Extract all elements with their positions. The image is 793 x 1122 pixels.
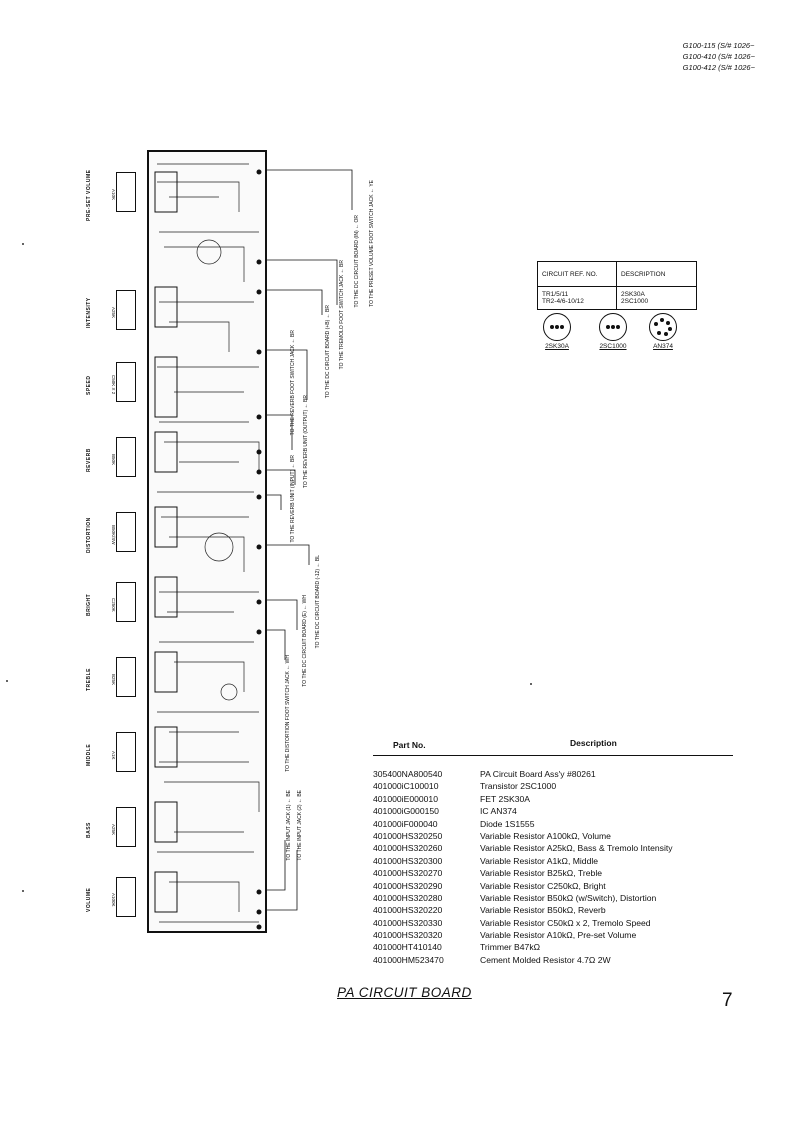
pot-body	[116, 807, 136, 847]
package-2sk30a	[537, 313, 577, 350]
part-description: Trimmer B47kΩ	[480, 942, 541, 953]
potentiometer-column	[86, 150, 148, 933]
connection-label: TO THE DC CIRCUIT BOARD (E) ← WH	[302, 595, 308, 687]
connection-label: TO THE DC CIRCUIT BOARD (+B) ← BR	[325, 305, 331, 399]
part-number: 401000iG000150	[373, 806, 439, 817]
package-name: AN374	[653, 343, 673, 350]
part-number: 401000HS320330	[373, 917, 443, 928]
pot-body	[116, 657, 136, 697]
part-description: Variable Resistor A10kΩ, Pre-set Volume	[480, 930, 637, 941]
part-description: Variable Resistor A100kΩ, Volume	[480, 830, 611, 841]
part-description: Variable Resistor C250kΩ, Bright	[480, 880, 606, 891]
part-number: 401000iF000040	[373, 818, 438, 829]
pot-label: INTENSITY	[86, 297, 92, 329]
header-part-no: Part No.	[393, 740, 426, 750]
table-cell-refs: TR1/5/11 TR2-4/6-10/12	[538, 287, 617, 310]
pot-body	[116, 877, 136, 917]
pot-intensity	[86, 278, 148, 348]
part-number: 401000HS320320	[373, 930, 443, 941]
part-number: 401000HS320290	[373, 880, 443, 891]
page-number: 7	[722, 990, 733, 1011]
part-description: FET 2SK30A	[480, 793, 530, 804]
part-description: Diode 1S1555	[480, 818, 535, 829]
list-item	[373, 867, 733, 879]
list-item	[373, 954, 733, 966]
connection-label: TO THE PRESET VOLUME FOOT SWITCH JACK ← YE	[369, 180, 375, 307]
part-number: 401000HS320280	[373, 892, 443, 903]
pot-volume	[86, 865, 148, 935]
part-number: 401000HM523470	[373, 954, 444, 965]
list-item	[373, 818, 733, 830]
part-description: Variable Resistor B50kΩ (w/Switch), Distortion	[480, 892, 657, 903]
part-description: Transistor 2SC1000	[480, 781, 557, 792]
pot-bass	[86, 795, 148, 865]
part-number: 401000HS320300	[373, 855, 443, 866]
part-description: Variable Resistor B50kΩ, Reverb	[480, 905, 606, 916]
pot-bright	[86, 570, 148, 640]
part-number: 305400NA800540	[373, 769, 443, 779]
pot-body	[116, 512, 136, 552]
pot-value: A25K	[111, 824, 116, 836]
pot-value: B50K	[111, 454, 116, 466]
scan-speck	[22, 890, 24, 892]
pot-label: TREBLE	[86, 668, 92, 692]
connection-label: TO THE TREMOLO FOOT SWITCH JACK ← BR	[339, 260, 345, 370]
connection-label: TO THE REVERB FOOT SWITCH JACK ← BR	[290, 330, 296, 436]
pot-label: BASS	[86, 822, 92, 838]
pot-value: A10K	[111, 189, 116, 201]
list-item	[373, 941, 733, 953]
list-item	[373, 768, 733, 780]
pot-body	[116, 172, 136, 212]
scan-speck	[530, 683, 532, 685]
part-description: Variable Resistor B25kΩ, Treble	[480, 868, 603, 879]
pot-distortion	[86, 500, 148, 570]
part-number: 401000HS320260	[373, 843, 443, 854]
connection-label: TO THE REVERB UNIT (OUTPUT) ← BR	[303, 395, 309, 489]
scan-speck	[6, 680, 8, 682]
list-item	[373, 904, 733, 916]
part-description: IC AN374	[480, 806, 517, 817]
pot-speed	[86, 350, 148, 420]
board-traces	[149, 152, 267, 933]
connection-label: TO THE INPUT JACK (2) ← BE	[297, 790, 303, 861]
connection-label: TO THE REVERB UNIT (INPUT) ← BR	[290, 455, 296, 543]
part-number: 401000HS320250	[373, 830, 443, 841]
table-header-desc: DESCRIPTION	[617, 262, 697, 287]
pot-value: C50K X 2	[111, 375, 116, 395]
pot-body	[116, 362, 136, 402]
package-an374	[643, 313, 683, 350]
pot-label: PRE-SET VOLUME	[86, 169, 92, 221]
pot-preset-volume	[86, 160, 148, 230]
connection-label: TO THE INPUT JACK (1) ← BE	[286, 790, 292, 861]
pot-label: DISTORTION	[86, 517, 92, 553]
package-outline-icon	[599, 313, 627, 341]
table-cell-descs: 2SK30A 2SC1000	[617, 287, 697, 310]
list-item	[373, 805, 733, 817]
pot-body	[116, 290, 136, 330]
table-header-ref: CIRCUIT REF. NO.	[538, 262, 617, 287]
model-code: G100-410 (S/# 1026~	[682, 52, 755, 61]
part-description: Variable Resistor C50kΩ x 2, Tremolo Speed	[480, 917, 651, 928]
pot-value: A25K	[111, 307, 116, 319]
pot-reverb	[86, 425, 148, 495]
package-2sc1000	[593, 313, 633, 350]
pot-body	[116, 582, 136, 622]
circuit-board-diagram	[147, 150, 267, 933]
list-item	[373, 929, 733, 941]
part-description: Variable Resistor A25kΩ, Bass & Tremolo Intensity	[480, 843, 673, 854]
connection-label: TO THE DC CIRCUIT BOARD (-12) ← BL	[315, 555, 321, 649]
pot-treble	[86, 645, 148, 715]
part-number: 401000HS320270	[373, 868, 443, 879]
list-item	[373, 842, 733, 854]
pot-value: A1K	[111, 750, 116, 760]
part-number: 401000HS320220	[373, 905, 443, 916]
header-description: Description	[570, 738, 617, 748]
pot-value: B25K	[111, 674, 116, 686]
list-item	[373, 917, 733, 929]
connection-label: TO THE DISTORTION FOOT SWITCH JACK ← WH	[285, 655, 291, 772]
list-item	[373, 780, 733, 792]
part-description: PA Circuit Board Ass'y #80261	[480, 769, 596, 779]
parts-list-header	[373, 737, 733, 756]
lead-lines	[267, 150, 367, 933]
model-code: G100-115 (S/# 1026~	[682, 41, 755, 50]
scan-speck	[22, 243, 24, 245]
connection-label: TO THE DC CIRCUIT BOARD (IN) ← OR	[354, 215, 360, 308]
list-item	[373, 855, 733, 867]
circuit-ref-table	[537, 261, 697, 310]
pot-value: B50K/SW	[111, 525, 116, 545]
part-number: 401000iE000010	[373, 793, 438, 804]
pot-value: C250K	[111, 598, 116, 612]
part-number: 401000HT410140	[373, 942, 442, 953]
list-item	[373, 830, 733, 842]
pot-label: MIDDLE	[86, 743, 92, 767]
parts-list	[373, 737, 733, 966]
pot-label: BRIGHT	[86, 593, 92, 617]
list-item	[373, 892, 733, 904]
model-codes	[683, 40, 755, 73]
page-title: PA CIRCUIT BOARD	[337, 985, 472, 1000]
pot-label: REVERB	[86, 448, 92, 472]
list-item	[373, 880, 733, 892]
pot-body	[116, 732, 136, 772]
part-description: Cement Molded Resistor 4.7Ω 2W	[480, 954, 611, 965]
pot-middle	[86, 720, 148, 790]
part-description: Variable Resistor A1kΩ, Middle	[480, 855, 599, 866]
part-number: 401000iC100010	[373, 781, 439, 792]
package-outline-icon	[543, 313, 571, 341]
list-item	[373, 793, 733, 805]
model-code: G100-412 (S/# 1026~	[682, 63, 755, 72]
package-name: 2SK30A	[545, 343, 569, 350]
pot-label: SPEED	[86, 375, 92, 395]
pot-body	[116, 437, 136, 477]
pot-value: A100K	[111, 893, 116, 907]
package-name: 2SC1000	[599, 343, 627, 350]
pot-label: VOLUME	[86, 887, 92, 913]
package-outline-icon	[649, 313, 677, 341]
